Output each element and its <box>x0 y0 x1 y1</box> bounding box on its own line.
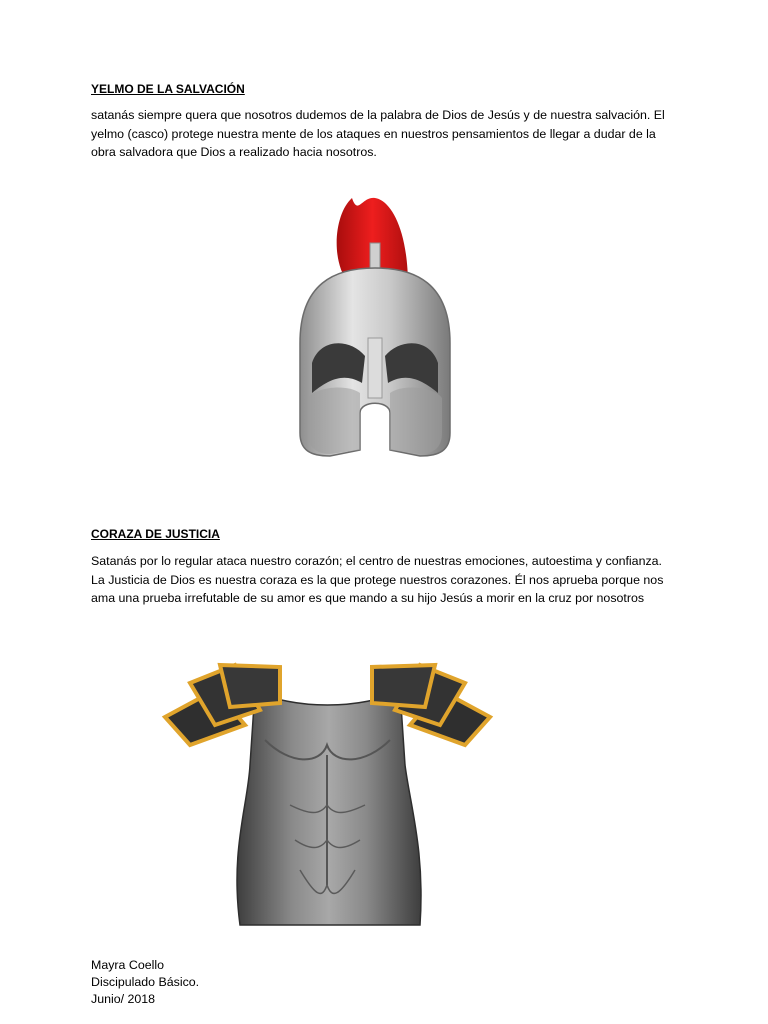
footer-signature <box>91 957 199 1008</box>
section-body-helmet <box>91 106 691 162</box>
cheek-guard-right <box>390 388 442 454</box>
body-line: Satanás por lo regular ataca nuestro corazón; el centro de nuestras emociones, autoestima y confianza. <box>91 554 662 568</box>
helmet-illustration <box>290 188 460 463</box>
breastplate-illustration <box>160 655 495 930</box>
body-line: yelmo (casco) protege nuestra mente de los ataques en nuestros pensamientos de llegar a dudar de la <box>91 126 656 141</box>
section-heading-helmet: YELMO DE LA SALVACIÓN <box>91 82 245 96</box>
body-line: ama una prueba irrefutable de su amor es que mando a su hijo Jesús a morir en la cruz por nosotros <box>91 591 645 605</box>
section-heading-breastplate: CORAZA DE JUSTICIA <box>91 527 220 541</box>
author-name: Mayra Coello <box>91 958 164 972</box>
body-line: satanás siempre quera que nosotros dudemos de la palabra de Dios de Jesús y de nuestra salvación. El <box>91 108 665 122</box>
body-line: obra salvadora que Dios a realizado hacia nosotros. <box>91 145 377 159</box>
cheek-guard-left <box>308 388 360 454</box>
body-line: La Justicia de Dios es nuestra coraza es la que protege nuestros corazones. Él nos aprueba porque nos <box>91 572 664 587</box>
nose-guard <box>368 338 382 398</box>
course-name: Discipulado Básico. <box>91 975 200 989</box>
section-body-breastplate <box>91 552 691 608</box>
date-text: Junio/ 2018 <box>91 992 156 1006</box>
